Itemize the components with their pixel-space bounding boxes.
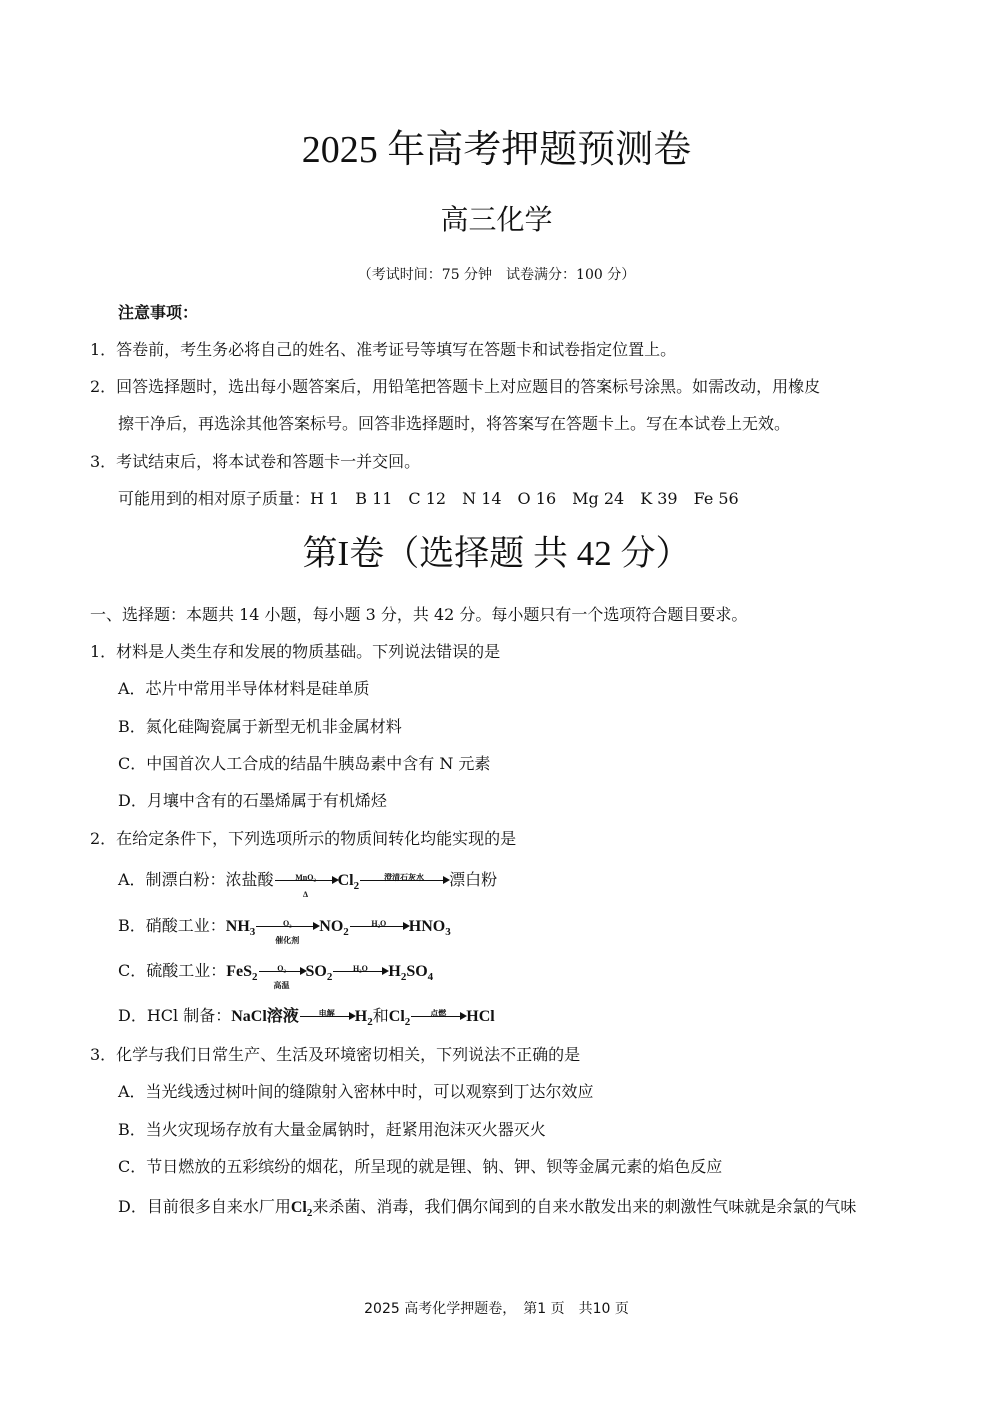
- arrow-condition: MnO₂: [295, 873, 316, 882]
- section-instructions: 一、选择题：本题共 14 小题，每小题 3 分，共 42 分。每小题只有一个选项符合题目要求。: [90, 605, 748, 624]
- reaction-arrow-icon: [259, 964, 305, 990]
- reaction-arrow-icon: [360, 873, 448, 882]
- q2-a-product: 漂白粉: [449, 870, 498, 889]
- q2-a-label: A．制漂白粉：浓盐酸: [118, 870, 274, 889]
- notice-item-2-line-2: 擦干净后，再选涂其他答案标号。回答非选择题时，将答案写在答题卡上。写在本试卷上无效。: [118, 414, 791, 433]
- arrow-condition: 高温: [273, 981, 290, 990]
- formula: $Cl_2$: [337, 872, 360, 892]
- reaction-arrow-icon: [300, 1009, 354, 1018]
- formula: $NH_3$: [225, 918, 256, 938]
- arrow-condition: 点燃: [430, 1009, 447, 1018]
- arrow-condition: H₂O: [352, 964, 368, 973]
- arrow-condition: 澄清石灰水: [384, 873, 425, 882]
- q3-stem: 3．化学与我们日常生产、生活及环境密切相关，下列说法不正确的是: [90, 1045, 581, 1064]
- arrow-condition: 催化剂: [275, 936, 300, 945]
- arrow-condition: O₂: [277, 964, 286, 973]
- q2-c-label: C．硫酸工业：: [118, 961, 227, 980]
- q3-option-a: A．当光线透过树叶间的缝隙射入密林中时，可以观察到丁达尔效应: [118, 1082, 594, 1101]
- q2-d-and: 和: [372, 1006, 389, 1025]
- notice-item-1: 1．答卷前，考生务必将自己的姓名、准考证号等填写在答题卡和试卷指定位置上。: [90, 340, 677, 359]
- formula: $H_2$: [354, 1008, 373, 1028]
- formula: $Cl_2$: [290, 1199, 313, 1219]
- q2-d-label: D．HCl 制备：: [118, 1006, 232, 1025]
- arrow-condition: 电解: [318, 1009, 335, 1018]
- q1-option-d: D．月壤中含有的石墨烯属于有机烯烃: [118, 791, 387, 810]
- reaction-arrow-icon: [411, 1009, 465, 1018]
- q2-stem: 2．在给定条件下，下列选项所示的物质间转化均能实现的是: [90, 829, 517, 848]
- q2-option-c: [118, 960, 433, 988]
- q2-option-a: [118, 869, 497, 897]
- formula: $H_2SO_4$: [388, 963, 434, 983]
- atomic-mass-list: 可能用到的相对原子质量：H 1 B 11 C 12 N 14 O 16 Mg 24 K 39 Fe 56: [118, 489, 739, 508]
- formula: FeS$_2$: [226, 963, 258, 983]
- formula: $NO_2$: [319, 918, 349, 938]
- reaction-arrow-icon: [275, 873, 337, 899]
- arrow-condition: H₂O: [371, 919, 387, 928]
- notice-heading: 注意事项：: [118, 303, 199, 322]
- section-title: 第I卷（选择题 共 42 分）: [302, 534, 691, 573]
- q1-option-a: A．芯片中常用半导体材料是硅单质: [118, 679, 370, 698]
- reaction-arrow-icon: [256, 919, 318, 945]
- formula: $Cl_2$: [388, 1008, 411, 1028]
- q2-option-d: [118, 1005, 495, 1033]
- arrow-condition: O₂: [282, 919, 292, 928]
- q1-option-b: B．氮化硅陶瓷属于新型无机非金属材料: [118, 717, 402, 736]
- q1-stem: 1．材料是人类生存和发展的物质基础。下列说法错误的是: [90, 642, 501, 661]
- reaction-arrow-icon: [333, 964, 387, 973]
- page-footer: 2025 高考化学押题卷， 第1 页 共10 页: [364, 1301, 629, 1317]
- formula: $SO_2$: [305, 963, 333, 983]
- q3-option-d: D．目前很多自来水厂用$Cl_2$来杀菌、消毒，我们偶尔闻到的自来水散发出来的刺激性气味就是余氯的气味: [118, 1197, 857, 1219]
- formula: $HNO_3$: [408, 918, 451, 938]
- exam-title: 2025 年高考押题预测卷: [301, 129, 692, 171]
- q3-option-b: B．当火灾现场存放有大量金属钠时，赶紧用泡沫灭火器灭火: [118, 1120, 546, 1139]
- notice-item-2-line-1: 2．回答选择题时，选出每小题答案后，用铅笔把答题卡上对应题目的答案标号涂黑。如需改动，用橡皮: [90, 377, 821, 396]
- reaction-arrow-icon: [350, 919, 408, 928]
- formula: HCl: [466, 1008, 495, 1025]
- exam-subtitle: 高三化学: [440, 203, 553, 236]
- q1-option-c: C．中国首次人工合成的结晶牛胰岛素中含有 N 元素: [118, 754, 491, 773]
- exam-info: （考试时间：75 分钟 试卷满分：100 分）: [357, 267, 636, 283]
- arrow-condition: Δ: [303, 890, 309, 899]
- formula: NaCl溶液: [231, 1008, 299, 1025]
- q2-option-b: [118, 915, 451, 943]
- q2-b-label: B．硝酸工业：: [118, 916, 226, 935]
- notice-item-3: 3．考试结束后，将本试卷和答题卡一并交回。: [90, 452, 421, 471]
- q3-option-c: C．节日燃放的五彩缤纷的烟花，所呈现的就是锂、钠、钾、钡等金属元素的焰色反应: [118, 1157, 723, 1176]
